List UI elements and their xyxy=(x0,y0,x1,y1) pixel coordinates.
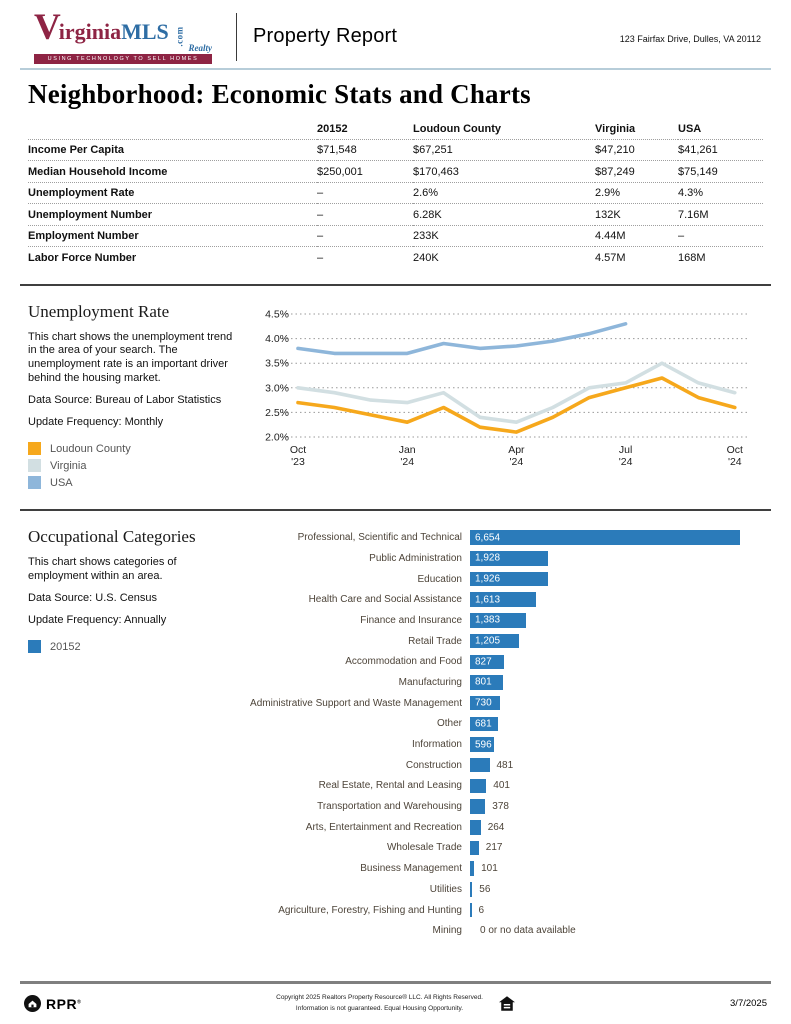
bar xyxy=(470,903,472,918)
no-data-label: 0 or no data available xyxy=(480,925,576,937)
bar xyxy=(470,737,494,752)
x-tick-month: Jan xyxy=(398,443,416,456)
bar-track xyxy=(470,737,763,752)
bar xyxy=(470,655,504,670)
bar-value-label: 401 xyxy=(493,780,510,792)
x-axis-tick-label xyxy=(290,444,306,468)
cell-value: $47,210 xyxy=(595,144,635,156)
bar xyxy=(470,592,536,607)
cell-value: 240K xyxy=(413,251,439,264)
legend-label: Loudoun County xyxy=(50,442,131,455)
stats-table-head-row xyxy=(28,118,763,139)
bar-track xyxy=(470,696,763,711)
logo-irginia: irginia xyxy=(58,18,122,44)
cell-value: 233K xyxy=(413,230,439,242)
bar-row xyxy=(246,693,763,714)
bar xyxy=(470,572,548,587)
x-tick-month: Apr xyxy=(508,443,525,456)
economic-stats-table xyxy=(28,118,763,268)
bar-track xyxy=(470,675,763,690)
footer-center xyxy=(174,993,617,1014)
bar xyxy=(470,779,486,794)
unemployment-chart-area xyxy=(256,300,763,494)
bar-value-label: 1,205 xyxy=(475,635,501,647)
cell-value: 4.3% xyxy=(678,187,704,199)
bar-category-label: Transportation and Warehousing xyxy=(317,801,462,813)
column-header-empty xyxy=(28,118,317,139)
report-title: Property Report xyxy=(253,25,398,47)
bar-category-label: Retail Trade xyxy=(408,635,462,647)
virginiamls-logo xyxy=(34,6,222,65)
logo-com: .com xyxy=(174,26,185,47)
bar xyxy=(470,841,479,856)
stats-table-body xyxy=(28,139,763,268)
cell-value: $41,261 xyxy=(678,144,718,156)
legend-label: 20152 xyxy=(50,640,81,653)
bar xyxy=(470,758,490,773)
bar-category-label: Manufacturing xyxy=(398,676,462,688)
bar-track xyxy=(470,925,763,936)
cell-value: 4.44M xyxy=(595,230,626,242)
legend-swatch xyxy=(28,442,41,455)
bar-category-label: Finance and Insurance xyxy=(360,614,462,626)
bar-row xyxy=(246,879,763,900)
logo-letter-v: V xyxy=(34,6,61,48)
cell-value: – xyxy=(317,187,324,199)
row-label: Unemployment Rate xyxy=(28,187,135,199)
bar-value-label: 378 xyxy=(492,801,509,813)
bar-value-label: 1,926 xyxy=(475,573,501,585)
cell-value: $71,548 xyxy=(317,144,357,156)
bar-category-label: Real Estate, Rental and Leasing xyxy=(318,780,462,792)
logo-tagline: USING TECHNOLOGY TO SELL HOMES xyxy=(34,54,212,65)
cell-value: $75,149 xyxy=(678,165,718,178)
legend-label: Virginia xyxy=(50,459,87,472)
bar-track xyxy=(470,903,763,918)
unemployment-rate-section xyxy=(0,300,791,494)
bar-value-label: 596 xyxy=(475,739,492,751)
bar-category-label: Utilities xyxy=(429,883,462,895)
bar-track xyxy=(470,861,763,876)
occupational-data-source: Data Source: U.S. Census xyxy=(28,592,158,605)
occupational-categories-heading: Occupational Categories xyxy=(28,527,196,547)
x-tick-year: '24 xyxy=(509,455,524,468)
bar-value-label: 1,383 xyxy=(475,614,501,626)
row-label: Employment Number xyxy=(28,230,139,242)
property-address: 123 Fairfax Drive, Dulles, VA 20112 xyxy=(619,33,761,44)
x-tick-year: '24 xyxy=(727,455,742,468)
bar-row xyxy=(246,548,763,569)
footer-rule xyxy=(20,981,771,984)
bar-row xyxy=(246,610,763,631)
bar-track xyxy=(470,820,763,835)
y-axis-tick-label: 3.0% xyxy=(265,381,289,394)
bar xyxy=(470,530,740,545)
unemployment-update-frequency: Update Frequency: Monthly xyxy=(28,416,164,429)
bar-row xyxy=(246,796,763,817)
x-axis-tick-label xyxy=(508,444,525,468)
cell-value: – xyxy=(678,230,685,242)
bar-category-label: Wholesale Trade xyxy=(386,842,462,854)
legend-swatch xyxy=(28,640,41,653)
bar-track xyxy=(470,717,763,732)
bar-row xyxy=(246,900,763,921)
cell-value: $250,001 xyxy=(317,165,363,178)
bar-row xyxy=(246,527,763,548)
x-axis-tick-label xyxy=(619,444,633,468)
bar-row xyxy=(246,734,763,755)
row-label: Unemployment Number xyxy=(28,208,153,221)
y-axis-tick-label: 3.5% xyxy=(265,357,289,370)
line-series-usa xyxy=(298,323,626,353)
cell-value: 132K xyxy=(595,208,621,221)
legend-swatch xyxy=(28,459,41,472)
bar-track xyxy=(470,613,763,628)
bar-value-label: 801 xyxy=(475,676,492,688)
unemployment-rate-heading: Unemployment Rate xyxy=(28,301,170,321)
bar-row xyxy=(246,569,763,590)
table-row xyxy=(28,225,763,247)
bar-track xyxy=(470,841,763,856)
table-row xyxy=(28,247,763,268)
header-rule xyxy=(20,68,771,70)
bar-row xyxy=(246,672,763,693)
bar xyxy=(470,551,548,566)
occupational-update-frequency: Update Frequency: Annually xyxy=(28,614,167,627)
bar xyxy=(470,882,472,897)
report-header xyxy=(0,0,791,66)
bar-value-label: 6 xyxy=(478,904,485,916)
equal-housing-icon xyxy=(499,996,515,1011)
legend-swatch xyxy=(28,476,41,489)
bar xyxy=(470,675,503,690)
column-header: USA xyxy=(678,122,702,135)
bar-value-label: 681 xyxy=(475,718,492,730)
bar-row xyxy=(246,631,763,652)
occupational-bar-chart xyxy=(246,525,763,941)
legend-item xyxy=(28,459,238,472)
y-axis-tick-label: 4.0% xyxy=(265,332,289,345)
bar-row xyxy=(246,920,763,941)
bar-row xyxy=(246,589,763,610)
bar-category-label: Other xyxy=(436,718,462,730)
bar xyxy=(470,717,498,732)
occupational-categories-info xyxy=(28,525,238,941)
unemployment-rate-description: This chart shows the unemployment trend in the area of your search. The unemployment rate is an important driver behind the housing market. xyxy=(28,330,233,385)
legend-item xyxy=(28,442,238,455)
row-label: Income Per Capita xyxy=(28,144,124,156)
rpr-label: RPR® xyxy=(46,995,82,1012)
bar-row xyxy=(246,651,763,672)
legend-item xyxy=(28,476,238,489)
copyright-line-1: Copyright 2025 Realtors Property Resource® LLC. All Rights Reserved. xyxy=(276,994,483,1002)
cell-value: 7.16M xyxy=(678,208,709,221)
bar-track xyxy=(470,882,763,897)
cell-value: $67,251 xyxy=(413,144,453,156)
bar xyxy=(470,696,500,711)
bar-value-label: 827 xyxy=(475,656,492,668)
unemployment-data-source: Data Source: Bureau of Labor Statistics xyxy=(28,394,222,407)
bar-value-label: 481 xyxy=(496,759,514,771)
row-label: Labor Force Number xyxy=(28,251,137,264)
x-tick-month: Jul xyxy=(618,443,633,456)
table-row xyxy=(28,204,763,226)
bar-value-label: 1,613 xyxy=(475,594,501,606)
cell-value: – xyxy=(317,230,324,242)
occupational-categories-section xyxy=(0,525,791,941)
column-header: 20152 xyxy=(317,122,348,135)
rpr-house-icon xyxy=(24,995,41,1012)
unemployment-rate-info xyxy=(28,300,238,494)
bar-category-label: Arts, Entertainment and Recreation xyxy=(305,821,462,833)
x-tick-month: Oct xyxy=(289,443,307,456)
bar-value-label: 217 xyxy=(485,842,503,854)
x-tick-month: Oct xyxy=(726,443,743,456)
bar-category-label: Mining xyxy=(432,925,462,937)
rpr-logo xyxy=(24,995,174,1012)
bar-value-label: 101 xyxy=(481,863,498,875)
y-axis-tick-label: 2.5% xyxy=(265,406,289,419)
bar-track xyxy=(470,592,763,607)
x-tick-year: '24 xyxy=(618,455,633,468)
bar-value-label: 1,928 xyxy=(475,552,501,564)
bar-row xyxy=(246,817,763,838)
bar-value-label: 56 xyxy=(479,883,491,895)
y-axis-tick-label: 4.5% xyxy=(265,308,289,320)
bar-category-label: Construction xyxy=(405,759,462,771)
logo-realty: Realty xyxy=(188,42,212,53)
x-axis-tick-label xyxy=(727,444,743,468)
bar xyxy=(470,613,526,628)
bar-category-label: Public Administration xyxy=(369,552,462,564)
bar-track xyxy=(470,634,763,649)
cell-value: 168M xyxy=(678,251,706,264)
cell-value: 2.6% xyxy=(413,187,439,199)
bar-row xyxy=(246,776,763,797)
bar-category-label: Information xyxy=(411,739,462,751)
bar xyxy=(470,634,519,649)
legend-item xyxy=(28,640,238,653)
bar-track xyxy=(470,655,763,670)
bar-value-label: 264 xyxy=(487,821,505,833)
table-row xyxy=(28,161,763,183)
bar-row xyxy=(246,714,763,735)
x-tick-year: '23 xyxy=(291,455,305,468)
bar-track xyxy=(470,551,763,566)
cell-value: 2.9% xyxy=(595,187,621,199)
cell-value: – xyxy=(317,208,324,221)
unemployment-legend xyxy=(28,442,238,489)
x-axis-tick-label xyxy=(399,444,416,468)
legend-label: USA xyxy=(50,476,73,489)
bar-category-label: Administrative Support and Waste Management xyxy=(250,697,462,709)
unemployment-line-chart xyxy=(256,300,756,480)
bar-row xyxy=(246,858,763,879)
bar-category-label: Health Care and Social Assistance xyxy=(308,594,462,606)
page-title: Neighborhood: Economic Stats and Charts xyxy=(28,79,531,109)
bar-row xyxy=(246,838,763,859)
bar-category-label: Accommodation and Food xyxy=(345,656,462,668)
copyright-text xyxy=(276,993,483,1014)
section-divider xyxy=(20,509,771,511)
occupational-description: This chart shows categories of employment within an area. xyxy=(28,556,177,583)
y-axis-tick-label: 2.0% xyxy=(265,431,289,443)
bar xyxy=(470,861,474,876)
footer-content xyxy=(0,993,791,1014)
cell-value: – xyxy=(317,251,324,264)
row-label: Median Household Income xyxy=(28,165,168,178)
bar-track xyxy=(470,799,763,814)
column-header: Loudoun County xyxy=(413,122,501,135)
bar-value-label: 6,654 xyxy=(475,532,501,544)
cell-value: 4.57M xyxy=(595,251,626,264)
bar-category-label: Agriculture, Forestry, Fishing and Hunting xyxy=(278,904,462,916)
bar-category-label: Business Management xyxy=(360,863,462,875)
x-tick-year: '24 xyxy=(400,455,415,468)
cell-value: $87,249 xyxy=(595,165,635,178)
report-footer xyxy=(0,981,791,1014)
logo-mls: MLS xyxy=(121,18,169,44)
bar-category-label: Professional, Scientific and Technical xyxy=(297,532,462,544)
bar-track xyxy=(470,530,763,545)
header-divider xyxy=(236,13,237,61)
bar-value-label: 730 xyxy=(475,697,492,709)
cell-value: 6.28K xyxy=(413,208,442,221)
section-divider xyxy=(20,284,771,286)
bar-track xyxy=(470,758,763,773)
report-date: 3/7/2025 xyxy=(730,998,767,1010)
cell-value: $170,463 xyxy=(413,165,459,178)
bar-row xyxy=(246,755,763,776)
copyright-line-2: Information is not guaranteed. Equal Housing Opportunity. xyxy=(295,1004,464,1012)
occupational-legend xyxy=(28,640,238,653)
table-row xyxy=(28,182,763,204)
bar-track xyxy=(470,779,763,794)
table-row xyxy=(28,139,763,161)
bar xyxy=(470,820,481,835)
column-header: Virginia xyxy=(595,122,636,135)
bar xyxy=(470,799,485,814)
bar-category-label: Education xyxy=(417,573,462,585)
bar-track xyxy=(470,572,763,587)
